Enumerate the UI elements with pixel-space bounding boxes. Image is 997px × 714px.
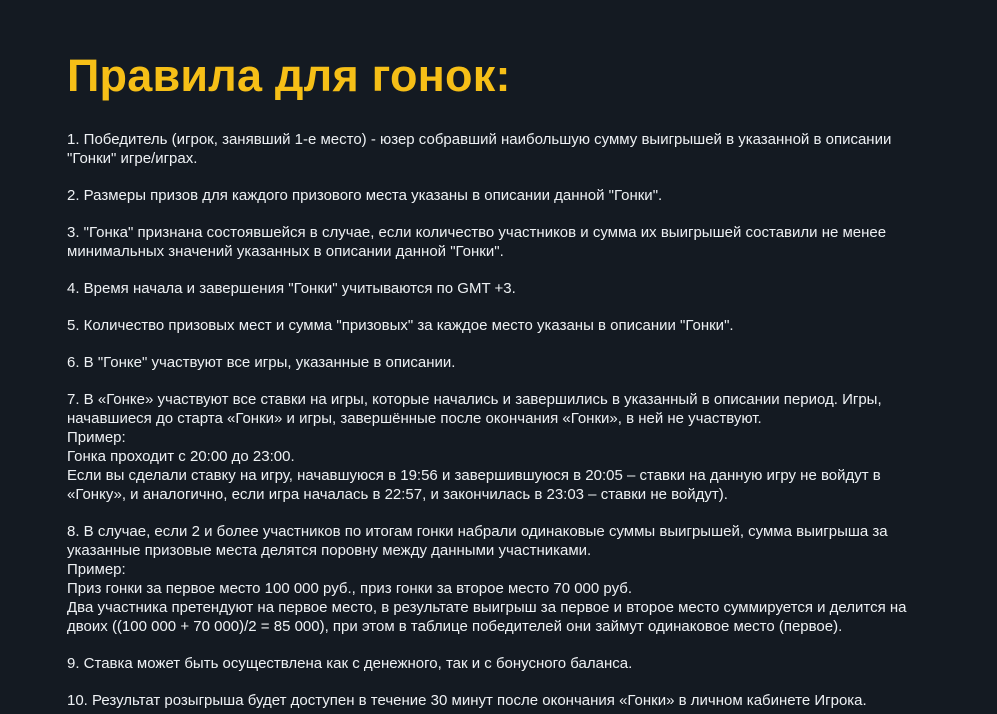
- rule-3-line-2: минимальных значений указанных в описании данной "Гонки".: [67, 243, 504, 260]
- rule-10-line-1: 10. Результат розыгрыша будет доступен в течение 30 минут после окончания «Гонки» в личном кабинете Игрока.: [67, 692, 867, 709]
- rule-7-line-3: Пример:: [67, 429, 126, 446]
- rule-8-line-2: указанные призовые места делятся поровну между данными участниками.: [67, 542, 592, 559]
- rule-item-8: [67, 522, 957, 636]
- rule-item-9: [67, 654, 957, 673]
- rule-6-line-1: 6. В "Гонке" участвуют все игры, указанные в описании.: [67, 354, 456, 371]
- rule-item-4: [67, 279, 957, 298]
- rule-1-line-2: "Гонки" игре/играх.: [67, 150, 198, 167]
- rule-8-line-3: Пример:: [67, 561, 126, 578]
- rule-1-line-1: 1. Победитель (игрок, занявший 1-е место) - юзер собравший наибольшую сумму выигрышей в указанной в описании: [67, 131, 892, 148]
- rule-item-2: [67, 186, 957, 205]
- rule-7-line-2: начавшиеся до старта «Гонки» и игры, завершённые после окончания «Гонки», в ней не участвуют.: [67, 410, 762, 427]
- rule-9-line-1: 9. Ставка может быть осуществлена как с денежного, так и с бонусного баланса.: [67, 655, 633, 672]
- rule-8-line-6: двоих ((100 000 + 70 000)/2 = 85 000), при этом в таблице победителей они займут одинаковое место (первое).: [67, 618, 843, 635]
- rule-4-line-1: 4. Время начала и завершения "Гонки" учитываются по GMT +3.: [67, 280, 516, 297]
- rule-8-line-4: Приз гонки за первое место 100 000 руб., приз гонки за второе место 70 000 руб.: [67, 580, 633, 597]
- rule-item-10: [67, 691, 957, 710]
- rule-item-5: [67, 316, 957, 335]
- rule-7-line-4: Гонка проходит с 20:00 до 23:00.: [67, 448, 295, 465]
- rules-list: [67, 130, 957, 714]
- rule-8-line-1: 8. В случае, если 2 и более участников по итогам гонки набрали одинаковые суммы выигрышей, сумма выигрыша за: [67, 523, 888, 540]
- rule-7-line-5: Если вы сделали ставку на игру, начавшуюся в 19:56 и завершившуюся в 20:05 – ставки на данную игру не войдут в: [67, 467, 881, 484]
- rule-7-line-1: 7. В «Гонке» участвуют все ставки на игры, которые начались и завершились в указанный в описании период. Игры,: [67, 391, 882, 408]
- rule-7-line-6: «Гонку», и аналогично, если игра началась в 22:57, и закончилась в 23:03 – ставки не войдут).: [67, 486, 728, 503]
- page-title: Правила для гонок:: [67, 50, 511, 101]
- rule-2-line-1: 2. Размеры призов для каждого призового места указаны в описании данной "Гонки".: [67, 187, 663, 204]
- rule-item-7: [67, 390, 957, 504]
- rule-item-1: [67, 130, 957, 168]
- rule-8-line-5: Два участника претендуют на первое место, в результате выигрыш за первое и второе место суммируется и делится на: [67, 599, 907, 616]
- rule-item-6: [67, 353, 957, 372]
- rule-3-line-1: 3. "Гонка" признана состоявшейся в случае, если количество участников и сумма их выигрышей составили не менее: [67, 224, 887, 241]
- rule-item-3: [67, 223, 957, 261]
- rule-5-line-1: 5. Количество призовых мест и сумма "призовых" за каждое место указаны в описании "Гонки".: [67, 317, 734, 334]
